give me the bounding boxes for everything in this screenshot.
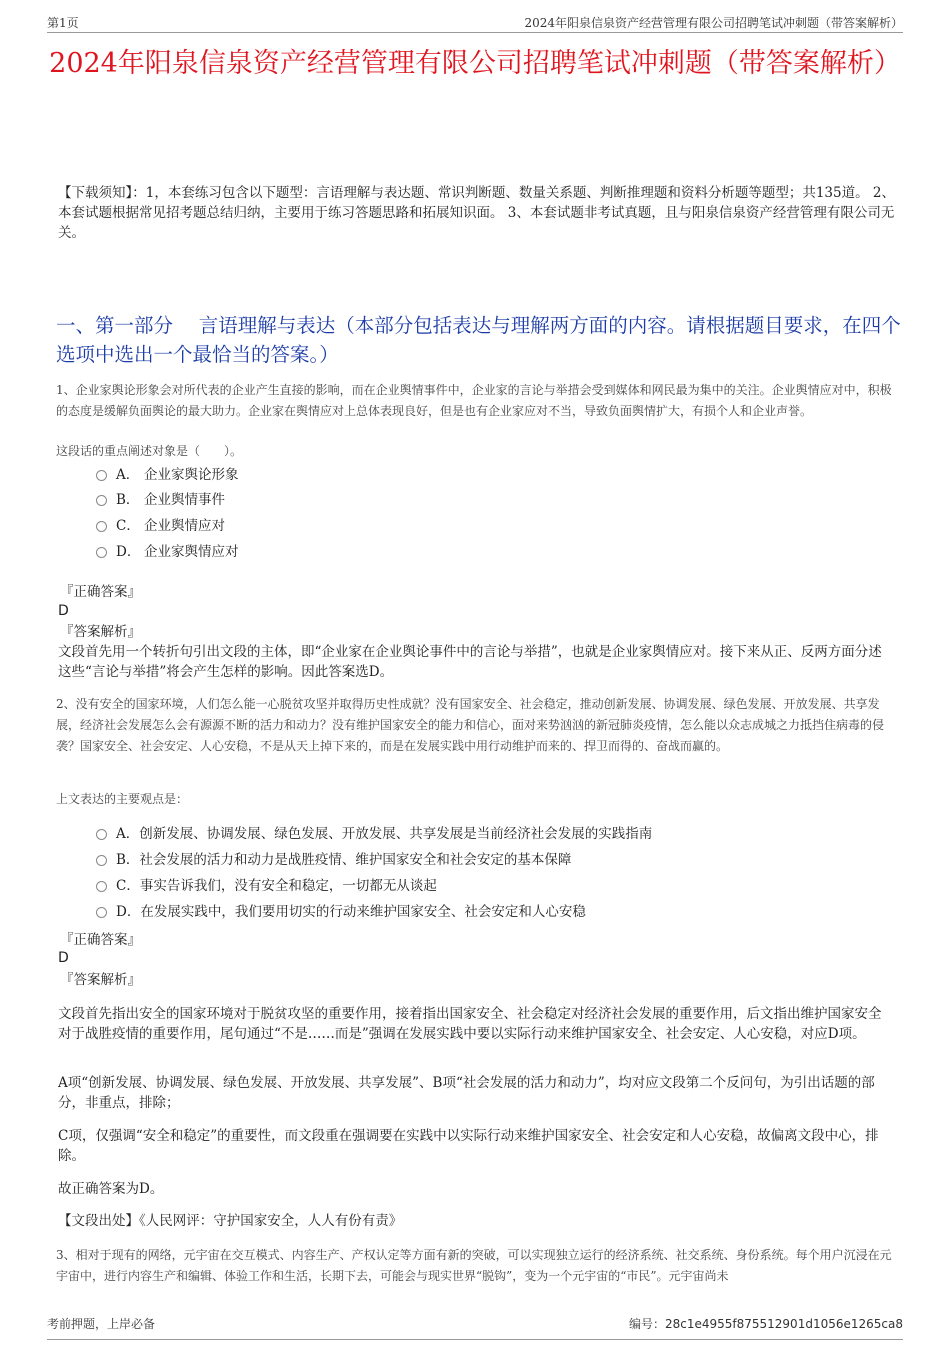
radio-icon[interactable] <box>96 547 107 558</box>
radio-icon[interactable] <box>96 855 107 866</box>
page-number: 第1页 <box>47 16 79 30</box>
q1-option-b[interactable]: B． 企业舆情事件 <box>96 490 225 510</box>
q2-option-a[interactable]: A．创新发展、协调发展、绿色发展、开放发展、共享发展是当前经济社会发展的实践指南 <box>96 824 652 844</box>
q1-question: 这段话的重点阐述对象是（ ）。 <box>56 444 243 458</box>
q2-source: 【文段出处】《人民网评：守护国家安全，人人有份有责》 <box>58 1213 403 1229</box>
q3-stem: 3、相对于现有的网络，元宇宙在交互模式、内容生产、产权认定等方面有新的突破，可以实现独立运行的经济系统、社交系统、身份系统。每个用户沉浸在元宇宙中，进行内容生产和编辑、体验工作和生活，长期下去，可能会与现实世界“脱钩”，变为一个元宇宙的“市民”。元宇宙尚未 <box>56 1248 892 1283</box>
q2-option-d[interactable]: D．在发展实践中，我们要用切实的行动来维护国家安全、社会安定和人心安稳 <box>96 902 586 922</box>
page-title: 2024年阳泉信泉资产经营管理有限公司招聘笔试冲刺题（带答案解析） <box>49 48 901 79</box>
q2-option-c[interactable]: C．事实告诉我们，没有安全和稳定，一切都无从谈起 <box>96 876 437 896</box>
q2-analysis-p4: 故正确答案为D。 <box>58 1181 164 1197</box>
radio-icon[interactable] <box>96 470 107 481</box>
footer-id: 编号：28c1e4955f875512901d1056e1265ca8 <box>628 1317 903 1331</box>
q2-analysis-p1: 文段首先指出安全的国家环境对于脱贫攻坚的重要作用，接着指出国家安全、社会稳定对经济社会发展的重要作用，后文指出维护国家安全对于战胜疫情的重要作用，尾句通过“不是……而是”强调在发展实践中要以实际行动来维护国家安全、社会安定、人心安稳，对应D项。 <box>58 1006 882 1042</box>
q2-analysis-p2: A项“创新发展、协调发展、绿色发展、开放发展、共享发展”、B项“社会发展的活力和动力”，均对应文段第二个反问句，为引出话题的部分，非重点，排除； <box>58 1075 875 1111</box>
section-heading: 一、第一部分 言语理解与表达（本部分包括表达与理解两方面的内容。请根据题目要求，在四个选项中选出一个最恰当的答案。） <box>56 314 901 366</box>
radio-icon[interactable] <box>96 521 107 532</box>
radio-icon[interactable] <box>96 881 107 892</box>
q2-question: 上文表达的主要观点是： <box>56 792 189 806</box>
q1-analysis: 文段首先用一个转折句引出文段的主体，即“企业家在企业舆论事件中的言论与举措”，也就是企业家舆情应对。接下来从正、反两方面分述这些“言论与举措”将会产生怎样的影响。因此答案选D。 <box>58 644 882 680</box>
header-doc-title: 2024年阳泉信泉资产经营管理有限公司招聘笔试冲刺题（带答案解析） <box>524 16 903 30</box>
download-notice: 【下载须知】：1，本套练习包含以下题型：言语理解与表达题、常识判断题、数量关系题、判断推理题和资料分析题等题型；共135道。 2、本套试题根据常见招考题总结归纳，主要用于练习答题思路和拓展知识面。 3、本套试题非考试真题，且与阳泉信泉资产经营管理有限公司无关。 <box>58 185 895 241</box>
q2-option-b[interactable]: B．社会发展的活力和动力是战胜疫情、维护国家安全和社会安定的基本保障 <box>96 850 571 870</box>
q1-option-a[interactable]: A． 企业家舆论形象 <box>96 465 239 485</box>
q2-analysis-label: 『答案解析』 <box>60 972 141 988</box>
q1-stem: 1、企业家舆论形象会对所代表的企业产生直接的影响，而在企业舆情事件中，企业家的言论与举措会受到媒体和网民最为集中的关注。企业舆情应对中，积极的态度是缓解负面舆论的最大助力。企业家在舆情应对上总体表现良好，但是也有企业家应对不当，导致负面舆情扩大，有损个人和企业声誉。 <box>56 383 892 418</box>
page-footer <box>47 1317 903 1340</box>
radio-icon[interactable] <box>96 495 107 506</box>
page-header <box>47 14 903 33</box>
q2-answer: D <box>58 950 69 966</box>
footer-slogan: 考前押题，上岸必备 <box>47 1317 156 1331</box>
q2-stem: 2、没有安全的国家环境，人们怎么能一心脱贫攻坚并取得历史性成就？没有国家安全、社会稳定，推动创新发展、协调发展、绿色发展、开放发展、共享发展，经济社会发展怎么会有源源不断的活力和动力？没有维护国家安全的能力和信心，面对来势汹汹的新冠肺炎疫情，怎么能以众志成城之力抵挡住病毒的侵袭？国家安全、社会安定、人心安稳，不是从天上掉下来的，而是在发展实践中用行动维护而来的、捍卫而得的、奋战而赢的。 <box>56 697 885 753</box>
q2-answer-label: 『正确答案』 <box>60 932 141 948</box>
q1-answer-label: 『正确答案』 <box>60 584 141 600</box>
q1-option-c[interactable]: C． 企业舆情应对 <box>96 516 225 536</box>
radio-icon[interactable] <box>96 829 107 840</box>
radio-icon[interactable] <box>96 907 107 918</box>
q2-analysis-p3: C项，仅强调“安全和稳定”的重要性，而文段重在强调要在实践中以实际行动来维护国家安全、社会安定和人心安稳，故偏离文段中心，排除。 <box>58 1128 879 1164</box>
q1-answer: D <box>58 603 69 619</box>
q1-analysis-label: 『答案解析』 <box>60 624 141 640</box>
q1-option-d[interactable]: D． 企业家舆情应对 <box>96 542 239 562</box>
